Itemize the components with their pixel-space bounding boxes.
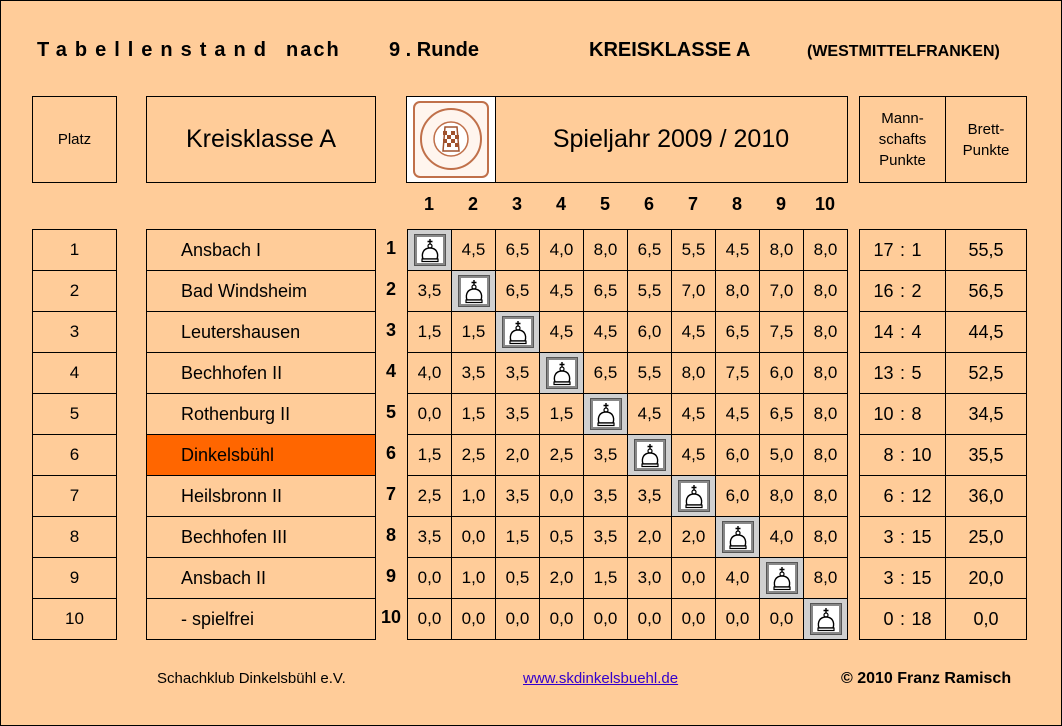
mp-lost: 18 (911, 608, 932, 629)
mannschafts-label-2: schafts (878, 131, 927, 148)
mp-won: 0 (883, 608, 894, 629)
mp-won: 8 (883, 444, 894, 465)
result-cell: 3,5 (407, 270, 452, 312)
league-name-box (146, 96, 376, 183)
result-cell: 4,0 (407, 352, 452, 394)
result-cell: 2,5 (539, 434, 584, 476)
team-name-cell: Bechhofen III (146, 516, 376, 558)
result-cell: 2,0 (671, 516, 716, 558)
result-cell: 4,5 (583, 311, 628, 353)
row-number: 2 (385, 279, 396, 299)
row-number: 5 (385, 402, 396, 422)
brett-punkte-box (945, 96, 1027, 183)
result-cell: 0,0 (539, 598, 584, 640)
result-cell: 3,5 (583, 516, 628, 558)
king-icon (502, 316, 534, 348)
result-cell: 4,5 (451, 229, 496, 271)
mannschafts-punkte-cell (859, 352, 946, 394)
row-number: 6 (385, 443, 396, 463)
result-cell: 6,5 (495, 270, 540, 312)
result-cell: 6,0 (759, 352, 804, 394)
mp-separator: : (899, 526, 905, 547)
brett-punkte-cell: 35,5 (945, 434, 1027, 476)
result-cell: 0,0 (671, 598, 716, 640)
result-cell: 1,5 (451, 393, 496, 435)
king-icon (678, 480, 710, 512)
result-cell: 1,5 (451, 311, 496, 353)
mp-separator: : (899, 444, 905, 465)
king-icon (634, 439, 666, 471)
club-logo-icon (407, 97, 495, 182)
result-cell: 1,5 (495, 516, 540, 558)
title-region: (WESTMITTELFRANKEN) (807, 43, 1000, 60)
platz-cell: 10 (32, 598, 117, 640)
diagonal-cell (759, 557, 804, 599)
platz-cell: 7 (32, 475, 117, 517)
result-cell: 7,0 (759, 270, 804, 312)
result-cell: 1,5 (407, 311, 452, 353)
king-icon (414, 234, 446, 266)
mp-lost: 10 (911, 444, 932, 465)
king-icon (810, 603, 842, 635)
column-number: 5 (599, 194, 610, 214)
result-cell: 7,5 (715, 352, 760, 394)
result-cell: 6,0 (715, 475, 760, 517)
footer-club: Schachklub Dinkelsbühl e.V. (157, 670, 346, 687)
result-cell: 3,5 (407, 516, 452, 558)
row-number: 10 (380, 607, 402, 627)
mannschafts-punkte-cell (859, 311, 946, 353)
result-cell: 1,5 (539, 393, 584, 435)
diagonal-cell (627, 434, 672, 476)
king-icon (458, 275, 490, 307)
result-cell: 3,5 (583, 475, 628, 517)
mannschafts-punkte-cell (859, 557, 946, 599)
mannschafts-punkte-box (859, 96, 946, 183)
result-cell: 0,0 (495, 598, 540, 640)
mp-lost: 2 (911, 280, 922, 301)
mp-separator: : (899, 485, 905, 506)
mp-separator: : (899, 280, 905, 301)
result-cell: 3,0 (627, 557, 672, 599)
diagonal-cell (407, 229, 452, 271)
result-cell: 0,0 (715, 598, 760, 640)
mp-lost: 12 (911, 485, 932, 506)
result-cell: 3,5 (495, 352, 540, 394)
diagonal-cell (451, 270, 496, 312)
result-cell: 2,5 (407, 475, 452, 517)
mp-lost: 15 (911, 526, 932, 547)
king-icon (766, 562, 798, 594)
result-cell: 6,5 (627, 229, 672, 271)
column-number: 3 (511, 194, 522, 214)
mp-lost: 15 (911, 567, 932, 588)
result-cell: 2,0 (495, 434, 540, 476)
mp-won: 17 (873, 239, 894, 260)
brett-punkte-cell: 20,0 (945, 557, 1027, 599)
mp-lost: 4 (911, 321, 922, 342)
result-cell: 8,0 (803, 434, 848, 476)
result-cell: 6,5 (583, 270, 628, 312)
brett-label-2: Punkte (962, 141, 1010, 159)
mannschafts-punkte-cell (859, 229, 946, 271)
row-number: 3 (385, 320, 396, 340)
result-cell: 3,5 (451, 352, 496, 394)
team-name-cell: Heilsbronn II (146, 475, 376, 517)
mp-separator: : (899, 567, 905, 588)
mp-won: 16 (873, 280, 894, 301)
result-cell: 6,5 (583, 352, 628, 394)
result-cell: 6,0 (627, 311, 672, 353)
result-cell: 4,5 (671, 434, 716, 476)
mannschafts-punkte-cell (859, 598, 946, 640)
season-box (406, 96, 848, 183)
result-cell: 0,0 (627, 598, 672, 640)
column-number: 6 (643, 194, 654, 214)
result-cell: 0,0 (407, 393, 452, 435)
team-name-cell: Ansbach II (146, 557, 376, 599)
mp-won: 6 (883, 485, 894, 506)
result-cell: 1,0 (451, 475, 496, 517)
platz-cell: 8 (32, 516, 117, 558)
result-cell: 0,5 (495, 557, 540, 599)
row-number: 8 (385, 525, 396, 545)
result-cell: 8,0 (803, 475, 848, 517)
result-cell: 3,5 (627, 475, 672, 517)
platz-cell: 4 (32, 352, 117, 394)
column-number: 10 (814, 194, 836, 214)
result-cell: 0,5 (539, 516, 584, 558)
result-cell: 0,0 (407, 598, 452, 640)
diagonal-cell (803, 598, 848, 640)
mannschafts-punkte-cell (859, 270, 946, 312)
platz-cell: 9 (32, 557, 117, 599)
diagonal-cell (583, 393, 628, 435)
result-cell: 8,0 (803, 352, 848, 394)
result-cell: 1,5 (583, 557, 628, 599)
result-cell: 8,0 (583, 229, 628, 271)
mp-lost: 1 (911, 239, 922, 260)
result-cell: 3,5 (495, 393, 540, 435)
brett-punkte-cell: 36,0 (945, 475, 1027, 517)
team-name-cell: Bad Windsheim (146, 270, 376, 312)
result-cell: 4,5 (539, 311, 584, 353)
column-number: 4 (555, 194, 566, 214)
mannschafts-punkte-cell (859, 516, 946, 558)
mp-separator: : (899, 239, 905, 260)
mannschafts-label-3: Punkte (879, 152, 926, 169)
mp-won: 10 (873, 403, 894, 424)
result-cell: 0,0 (583, 598, 628, 640)
king-icon (546, 357, 578, 389)
team-name-cell: Dinkelsbühl (146, 434, 376, 476)
platz-cell: 3 (32, 311, 117, 353)
brett-punkte-cell: 52,5 (945, 352, 1027, 394)
season-label: Spieljahr 2009 / 2010 (552, 125, 790, 153)
mp-lost: 5 (911, 362, 922, 383)
league-name-label: Kreisklasse A (185, 125, 337, 153)
brett-punkte-cell: 0,0 (945, 598, 1027, 640)
result-cell: 4,5 (627, 393, 672, 435)
diagonal-cell (671, 475, 716, 517)
diagonal-cell (715, 516, 760, 558)
result-cell: 8,0 (759, 229, 804, 271)
brett-punkte-cell: 25,0 (945, 516, 1027, 558)
result-cell: 0,0 (407, 557, 452, 599)
mp-won: 14 (873, 321, 894, 342)
result-cell: 4,5 (715, 393, 760, 435)
result-cell: 8,0 (803, 270, 848, 312)
team-name-cell: Ansbach I (146, 229, 376, 271)
team-name-cell: - spielfrei (146, 598, 376, 640)
platz-cell: 2 (32, 270, 117, 312)
row-number: 9 (385, 566, 396, 586)
result-cell: 8,0 (803, 516, 848, 558)
title-tabellenstand: Tabellenstand (37, 39, 274, 61)
result-cell: 6,5 (759, 393, 804, 435)
result-cell: 8,0 (671, 352, 716, 394)
result-cell: 4,5 (671, 311, 716, 353)
result-cell: 0,0 (671, 557, 716, 599)
result-cell: 3,5 (583, 434, 628, 476)
result-cell: 8,0 (803, 393, 848, 435)
club-logo (407, 97, 496, 182)
mp-separator: : (899, 321, 905, 342)
diagonal-cell (539, 352, 584, 394)
diagonal-cell (495, 311, 540, 353)
king-icon (590, 398, 622, 430)
column-number: 9 (775, 194, 786, 214)
result-cell: 5,5 (627, 270, 672, 312)
result-cell: 5,0 (759, 434, 804, 476)
platz-cell: 1 (32, 229, 117, 271)
brett-punkte-cell: 56,5 (945, 270, 1027, 312)
result-cell: 4,0 (715, 557, 760, 599)
column-number: 7 (687, 194, 698, 214)
result-cell: 8,0 (803, 229, 848, 271)
mp-separator: : (899, 362, 905, 383)
footer-website-link[interactable]: www.skdinkelsbuehl.de (523, 670, 679, 687)
footer-copyright: © 2010 Franz Ramisch (841, 670, 1012, 687)
result-cell: 8,0 (803, 311, 848, 353)
platz-header-box (32, 96, 117, 183)
result-cell: 5,5 (671, 229, 716, 271)
result-cell: 4,5 (671, 393, 716, 435)
mannschafts-label-1: Mann- (881, 110, 924, 127)
result-cell: 8,0 (715, 270, 760, 312)
brett-punkte-cell: 34,5 (945, 393, 1027, 435)
mp-won: 13 (873, 362, 894, 383)
title-league: KREISKLASSE A (589, 39, 751, 61)
result-cell: 1,0 (451, 557, 496, 599)
result-cell: 2,0 (627, 516, 672, 558)
mp-lost: 8 (911, 403, 922, 424)
column-number: 8 (731, 194, 742, 214)
result-cell: 3,5 (495, 475, 540, 517)
platz-cell: 6 (32, 434, 117, 476)
mannschafts-punkte-cell (859, 475, 946, 517)
result-cell: 5,5 (627, 352, 672, 394)
mp-separator: : (899, 608, 905, 629)
result-cell: 8,0 (803, 557, 848, 599)
season-label-wrap (495, 97, 847, 182)
platz-cell: 5 (32, 393, 117, 435)
result-cell: 7,0 (671, 270, 716, 312)
mannschafts-punkte-cell (859, 434, 946, 476)
result-cell: 7,5 (759, 311, 804, 353)
row-number: 7 (385, 484, 396, 504)
king-icon (722, 521, 754, 553)
column-number: 1 (423, 194, 434, 214)
result-cell: 4,0 (759, 516, 804, 558)
result-cell: 0,0 (759, 598, 804, 640)
result-cell: 6,5 (715, 311, 760, 353)
team-name-cell: Rothenburg II (146, 393, 376, 435)
result-cell: 4,5 (539, 270, 584, 312)
row-number: 4 (385, 361, 396, 381)
result-cell: 0,0 (539, 475, 584, 517)
result-cell: 2,0 (539, 557, 584, 599)
result-cell: 4,0 (539, 229, 584, 271)
result-cell: 0,0 (451, 598, 496, 640)
mp-won: 3 (883, 526, 894, 547)
brett-punkte-cell: 44,5 (945, 311, 1027, 353)
result-cell: 6,5 (495, 229, 540, 271)
mp-separator: : (899, 403, 905, 424)
row-number: 1 (385, 238, 396, 258)
mannschafts-punkte-cell (859, 393, 946, 435)
result-cell: 8,0 (759, 475, 804, 517)
result-cell: 6,0 (715, 434, 760, 476)
brett-punkte-cell: 55,5 (945, 229, 1027, 271)
title-runde: 9 . Runde (389, 39, 480, 61)
result-cell: 2,5 (451, 434, 496, 476)
result-cell: 1,5 (407, 434, 452, 476)
title-nach: nach (286, 39, 341, 61)
result-cell: 0,0 (451, 516, 496, 558)
column-number: 2 (467, 194, 478, 214)
team-name-cell: Leutershausen (146, 311, 376, 353)
result-cell: 4,5 (715, 229, 760, 271)
brett-label-1: Brett- (967, 120, 1005, 138)
platz-header-label: Platz (57, 131, 92, 148)
team-name-cell: Bechhofen II (146, 352, 376, 394)
mp-won: 3 (883, 567, 894, 588)
